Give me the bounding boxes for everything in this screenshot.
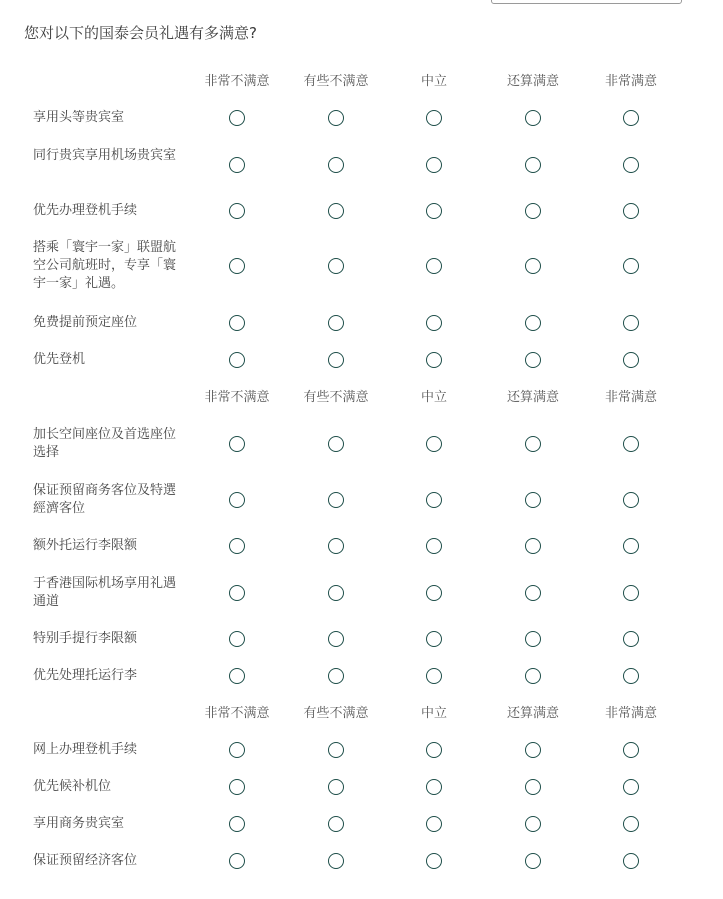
matrix-row xyxy=(0,202,723,220)
radio-5[interactable] xyxy=(623,631,639,647)
matrix-row xyxy=(0,109,723,127)
row-label: 同行贵宾享用机场贵宾室 xyxy=(33,148,177,163)
radio-5[interactable] xyxy=(623,742,639,758)
radio-3[interactable] xyxy=(426,538,442,554)
radio-5[interactable] xyxy=(623,352,639,368)
matrix-row xyxy=(0,778,723,796)
radio-1[interactable] xyxy=(229,258,245,274)
column-header-2: 有些不满意 xyxy=(303,706,369,721)
radio-5[interactable] xyxy=(623,203,639,219)
radio-3[interactable] xyxy=(426,352,442,368)
column-header-row xyxy=(0,388,723,408)
row-label: 优先候补机位 xyxy=(33,779,112,794)
matrix-row xyxy=(0,630,723,648)
radio-3[interactable] xyxy=(426,668,442,684)
column-header-row xyxy=(0,72,723,92)
column-header-3: 中立 xyxy=(420,390,447,405)
radio-2[interactable] xyxy=(328,742,344,758)
matrix-row xyxy=(0,815,723,833)
radio-3[interactable] xyxy=(426,779,442,795)
radio-2[interactable] xyxy=(328,668,344,684)
radio-5[interactable] xyxy=(623,853,639,869)
row-label: 优先处理托运行李 xyxy=(33,668,138,683)
row-label: 优先登机 xyxy=(33,352,86,367)
matrix-row xyxy=(0,537,723,555)
radio-4[interactable] xyxy=(525,816,541,832)
column-header-2: 有些不满意 xyxy=(303,390,369,405)
column-header-5: 非常满意 xyxy=(604,390,657,405)
row-label: 加长空间座位及首选座位选择 xyxy=(33,427,177,460)
radio-1[interactable] xyxy=(229,585,245,601)
radio-1[interactable] xyxy=(229,110,245,126)
radio-1[interactable] xyxy=(229,315,245,331)
radio-2[interactable] xyxy=(328,779,344,795)
radio-1[interactable] xyxy=(229,157,245,173)
radio-5[interactable] xyxy=(623,436,639,452)
radio-2[interactable] xyxy=(328,352,344,368)
radio-5[interactable] xyxy=(623,538,639,554)
radio-2[interactable] xyxy=(328,631,344,647)
row-label: 保证预留商务客位及特選經濟客位 xyxy=(33,483,177,516)
radio-3[interactable] xyxy=(426,853,442,869)
row-label: 于香港国际机场享用礼遇通道 xyxy=(33,576,177,609)
row-label: 额外托运行李限额 xyxy=(33,538,138,553)
matrix-row xyxy=(0,482,723,518)
matrix-row xyxy=(0,741,723,759)
radio-1[interactable] xyxy=(229,742,245,758)
radio-4[interactable] xyxy=(525,258,541,274)
radio-3[interactable] xyxy=(426,110,442,126)
radio-2[interactable] xyxy=(328,538,344,554)
radio-4[interactable] xyxy=(525,203,541,219)
radio-4[interactable] xyxy=(525,668,541,684)
row-label: 网上办理登机手续 xyxy=(33,742,138,757)
radio-3[interactable] xyxy=(426,742,442,758)
radio-5[interactable] xyxy=(623,668,639,684)
radio-1[interactable] xyxy=(229,668,245,684)
radio-4[interactable] xyxy=(525,742,541,758)
row-label: 享用头等贵宾室 xyxy=(33,110,125,125)
radio-2[interactable] xyxy=(328,585,344,601)
radio-3[interactable] xyxy=(426,315,442,331)
radio-3[interactable] xyxy=(426,436,442,452)
radio-4[interactable] xyxy=(525,853,541,869)
radio-3[interactable] xyxy=(426,258,442,274)
row-label: 保证预留经济客位 xyxy=(33,853,138,868)
column-header-5: 非常满意 xyxy=(604,74,657,89)
radio-2[interactable] xyxy=(328,816,344,832)
radio-4[interactable] xyxy=(525,110,541,126)
row-label: 免费提前预定座位 xyxy=(33,315,138,330)
radio-3[interactable] xyxy=(426,585,442,601)
radio-4[interactable] xyxy=(525,585,541,601)
column-header-4: 还算满意 xyxy=(506,74,559,89)
radio-4[interactable] xyxy=(525,492,541,508)
radio-3[interactable] xyxy=(426,157,442,173)
radio-5[interactable] xyxy=(623,258,639,274)
radio-4[interactable] xyxy=(525,631,541,647)
radio-2[interactable] xyxy=(328,315,344,331)
column-header-1: 非常不满意 xyxy=(204,390,270,405)
column-header-1: 非常不满意 xyxy=(204,706,270,721)
matrix-row xyxy=(0,852,723,870)
radio-2[interactable] xyxy=(328,436,344,452)
radio-5[interactable] xyxy=(623,315,639,331)
matrix-row xyxy=(0,239,723,293)
radio-2[interactable] xyxy=(328,110,344,126)
column-header-4: 还算满意 xyxy=(506,706,559,721)
matrix-row xyxy=(0,147,723,183)
matrix-row xyxy=(0,314,723,332)
radio-5[interactable] xyxy=(623,816,639,832)
column-header-row xyxy=(0,704,723,724)
radio-2[interactable] xyxy=(328,157,344,173)
radio-5[interactable] xyxy=(623,779,639,795)
column-header-5: 非常满意 xyxy=(604,706,657,721)
row-label: 搭乘「寰宇一家」联盟航空公司航班时，专享「寰宇一家」礼遇。 xyxy=(33,240,177,291)
radio-2[interactable] xyxy=(328,853,344,869)
radio-4[interactable] xyxy=(525,436,541,452)
column-header-2: 有些不满意 xyxy=(303,74,369,89)
radio-1[interactable] xyxy=(229,203,245,219)
radio-1[interactable] xyxy=(229,631,245,647)
column-header-1: 非常不满意 xyxy=(204,74,270,89)
radio-4[interactable] xyxy=(525,779,541,795)
matrix-row xyxy=(0,426,723,462)
radio-4[interactable] xyxy=(525,352,541,368)
radio-1[interactable] xyxy=(229,492,245,508)
matrix-row xyxy=(0,667,723,685)
radio-4[interactable] xyxy=(525,315,541,331)
matrix-row xyxy=(0,351,723,369)
radio-3[interactable] xyxy=(426,816,442,832)
question-title: 您对以下的国泰会员礼遇有多满意? xyxy=(24,24,257,42)
radio-1[interactable] xyxy=(229,853,245,869)
radio-1[interactable] xyxy=(229,779,245,795)
radio-2[interactable] xyxy=(328,258,344,274)
radio-4[interactable] xyxy=(525,538,541,554)
radio-5[interactable] xyxy=(623,110,639,126)
column-header-4: 还算满意 xyxy=(506,390,559,405)
radio-1[interactable] xyxy=(229,436,245,452)
radio-1[interactable] xyxy=(229,352,245,368)
radio-4[interactable] xyxy=(525,157,541,173)
column-header-3: 中立 xyxy=(420,74,447,89)
radio-5[interactable] xyxy=(623,585,639,601)
radio-3[interactable] xyxy=(426,631,442,647)
matrix-row xyxy=(0,575,723,611)
radio-2[interactable] xyxy=(328,492,344,508)
radio-3[interactable] xyxy=(426,492,442,508)
radio-5[interactable] xyxy=(623,492,639,508)
row-label: 优先办理登机手续 xyxy=(33,203,138,218)
row-label: 特别手提行李限额 xyxy=(33,631,138,646)
radio-5[interactable] xyxy=(623,157,639,173)
row-label: 享用商务贵宾室 xyxy=(33,816,125,831)
column-header-3: 中立 xyxy=(420,706,447,721)
radio-1[interactable] xyxy=(229,816,245,832)
radio-2[interactable] xyxy=(328,203,344,219)
radio-1[interactable] xyxy=(229,538,245,554)
radio-3[interactable] xyxy=(426,203,442,219)
